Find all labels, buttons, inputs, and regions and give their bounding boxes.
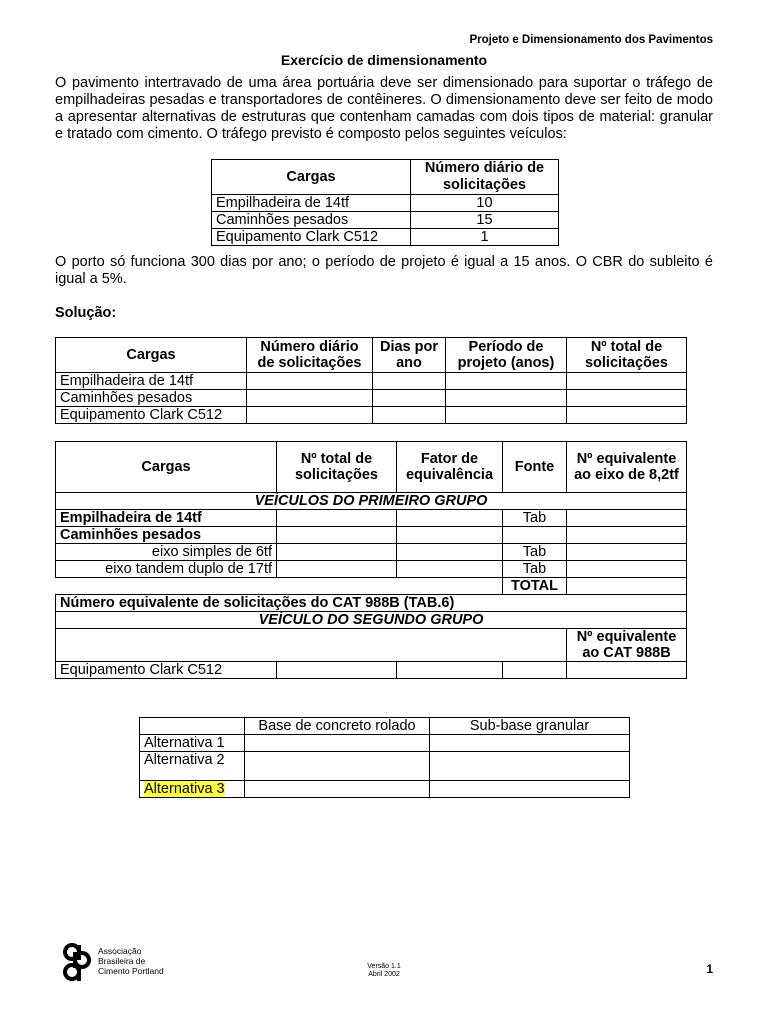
logo-line: Brasileira de [98, 956, 146, 966]
t2-header: Cargas [56, 338, 247, 373]
t4-cell-highlighted: Alternativa 3 [144, 781, 225, 797]
t3-fonte: Tab [503, 544, 567, 561]
t2-cell: Empilhadeira de 14tf [56, 373, 247, 390]
table-row [56, 407, 687, 424]
version-info [0, 963, 768, 979]
paragraph-2-text: O porto só funciona 300 dias por ano; o período de projeto é igual a 15 anos. O CBR do subleito é igual a 5%. [55, 254, 713, 287]
logo-line: Associação [98, 946, 142, 956]
document-title: Exercício de dimensionamento [280, 52, 488, 68]
group-1-label: VEÍCULOS DO PRIMEIRO GRUPO [56, 493, 687, 510]
t3-cell: eixo simples de 6tf [56, 544, 277, 561]
solicitations-table [55, 337, 687, 424]
table-row [56, 578, 687, 595]
table-row [56, 544, 687, 561]
t1-cell: Equipamento Clark C512 [212, 229, 411, 246]
t3-header: Nº equivalente ao eixo de 8,2tf [567, 442, 687, 493]
t3-cell: Caminhões pesados [56, 527, 277, 544]
t3-fonte: Tab [503, 561, 567, 578]
page-number: 1 [706, 962, 713, 976]
table-row [56, 662, 687, 679]
paragraph-2 [55, 254, 713, 288]
t4-cell: Alternativa 2 [140, 752, 245, 781]
t1-cell: Caminhões pesados [212, 212, 411, 229]
table-row [56, 595, 687, 612]
t4-header: Sub-base granular [430, 718, 630, 735]
t3-cell: Empilhadeira de 14tf [56, 510, 277, 527]
table-row [140, 735, 630, 752]
cat-row-label: Número equivalente de solicitações do CAT 988B (TAB.6) [56, 595, 687, 612]
t4-header: Base de concreto rolado [245, 718, 430, 735]
t1-cell: 10 [411, 195, 559, 212]
t1-header-numero: Número diário de solicitações [411, 160, 559, 195]
table-row [212, 195, 559, 212]
t3-header: Fonte [503, 442, 567, 493]
table-row [212, 229, 559, 246]
t3-header: Cargas [56, 442, 277, 493]
t1-header-cargas: Cargas [212, 160, 411, 195]
t3-header: Fator de equivalência [397, 442, 503, 493]
t1-cell: Empilhadeira de 14tf [212, 195, 411, 212]
table-row [140, 752, 630, 781]
t2-header: Nº total de solicitações [567, 338, 687, 373]
total-label: TOTAL [503, 578, 567, 595]
solution-heading: Solução: [55, 305, 117, 321]
version-label: Versão 1.1 [367, 963, 401, 970]
logo-line: Cimento Portland [98, 966, 164, 976]
intro-paragraph [55, 75, 713, 143]
group-2-label: VEÍCULO DO SEGUNDO GRUPO [56, 612, 687, 629]
t1-cell: 1 [411, 229, 559, 246]
traffic-table [211, 159, 559, 246]
running-header: Projeto e Dimensionamento dos Pavimentos [469, 34, 713, 46]
t2-header: Número diário de solicitações [247, 338, 373, 373]
table-row [56, 561, 687, 578]
cat-equivalent-header: Nº equivalente ao CAT 988B [567, 629, 687, 662]
table-row [56, 373, 687, 390]
equivalence-table [55, 441, 687, 679]
t3-cell: eixo tandem duplo de 17tf [56, 561, 277, 578]
intro-text: O pavimento intertravado de uma área portuária deve ser dimensionado para suportar o tráfego de empilhadeiras pesadas e transportadores de contêineres. O dimensionamento deve ser feito de modo a apresentar alternativas de estruturas que contenham camadas com dois tipos de material: granular e tratado com cimento. O tráfego previsto é composto pelos seguintes veículos: [55, 75, 713, 142]
t3-cell: Equipamento Clark C512 [56, 662, 277, 679]
table-row [56, 390, 687, 407]
t2-cell: Equipamento Clark C512 [56, 407, 247, 424]
t2-header: Período de projeto (anos) [446, 338, 567, 373]
t4-header [140, 718, 245, 735]
t4-cell: Alternativa 1 [140, 735, 245, 752]
t1-cell: 15 [411, 212, 559, 229]
table-row [56, 510, 687, 527]
table-row [140, 781, 630, 798]
table-row [56, 527, 687, 544]
t2-header: Dias por ano [373, 338, 446, 373]
version-date: Abril 2002 [368, 971, 400, 978]
t3-header: Nº total de solicitações [277, 442, 397, 493]
t3-fonte: Tab [503, 510, 567, 527]
table-row [212, 212, 559, 229]
t2-cell: Caminhões pesados [56, 390, 247, 407]
alternatives-table [139, 717, 630, 798]
